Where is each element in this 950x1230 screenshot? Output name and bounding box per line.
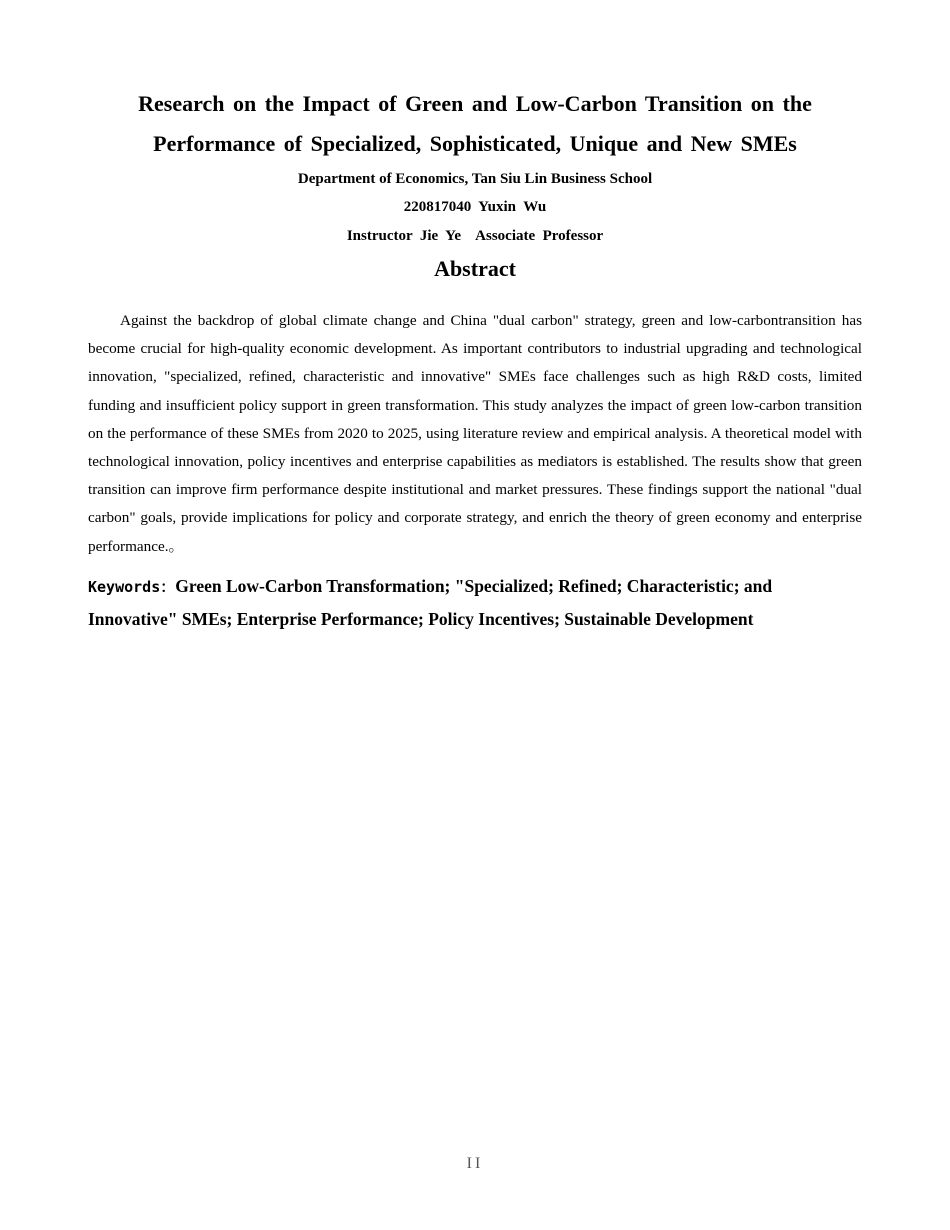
keywords-paragraph xyxy=(88,570,862,635)
paper-title xyxy=(88,84,862,164)
paper-title-line-2: Performance of Specialized, Sophisticated, Unique and New SMEs xyxy=(153,131,797,156)
page-number: II xyxy=(466,1155,484,1172)
keywords-text: Green Low-Carbon Transformation; "Specialized; Refined; Characteristic; and Innovative" SMEs; Enterprise Performance; Policy Incentives; Sustainable Development xyxy=(88,576,773,629)
student-line: 220817040 Yuxin Wu xyxy=(403,199,547,215)
abstract-heading: Abstract xyxy=(434,256,516,281)
paper-title-line-1: Research on the Impact of Green and Low-Carbon Transition on the xyxy=(138,91,812,116)
keywords-label: Keywords： xyxy=(88,578,176,596)
instructor-line: Instructor Jie Ye Associate Professor xyxy=(346,228,604,244)
department-line: Department of Economics, Tan Siu Lin Business School xyxy=(297,171,653,187)
abstract-body: Against the backdrop of global climate change and China "dual carbon" strategy, green and low-carbontransition has become crucial for high-quality economic development. As important contributors to industrial upgrading and technological innovation, "specialized, refined, characteristic and innovative" SMEs face challenges such as high R&D costs, limited funding and insufficient policy support in green transformation. This study analyzes the impact of green low-carbon transition on the performance of these SMEs from 2020 to 2025, using literature review and empirical analysis. A theoretical model with technological innovation, policy incentives and enterprise capabilities as mediators is established. The results show that green transition can improve firm performance despite institutional and market pressures. These findings support the national "dual carbon" goals, provide implications for policy and corporate strategy, and enrich the theory of green economy and enterprise performance.。 xyxy=(88,312,862,555)
